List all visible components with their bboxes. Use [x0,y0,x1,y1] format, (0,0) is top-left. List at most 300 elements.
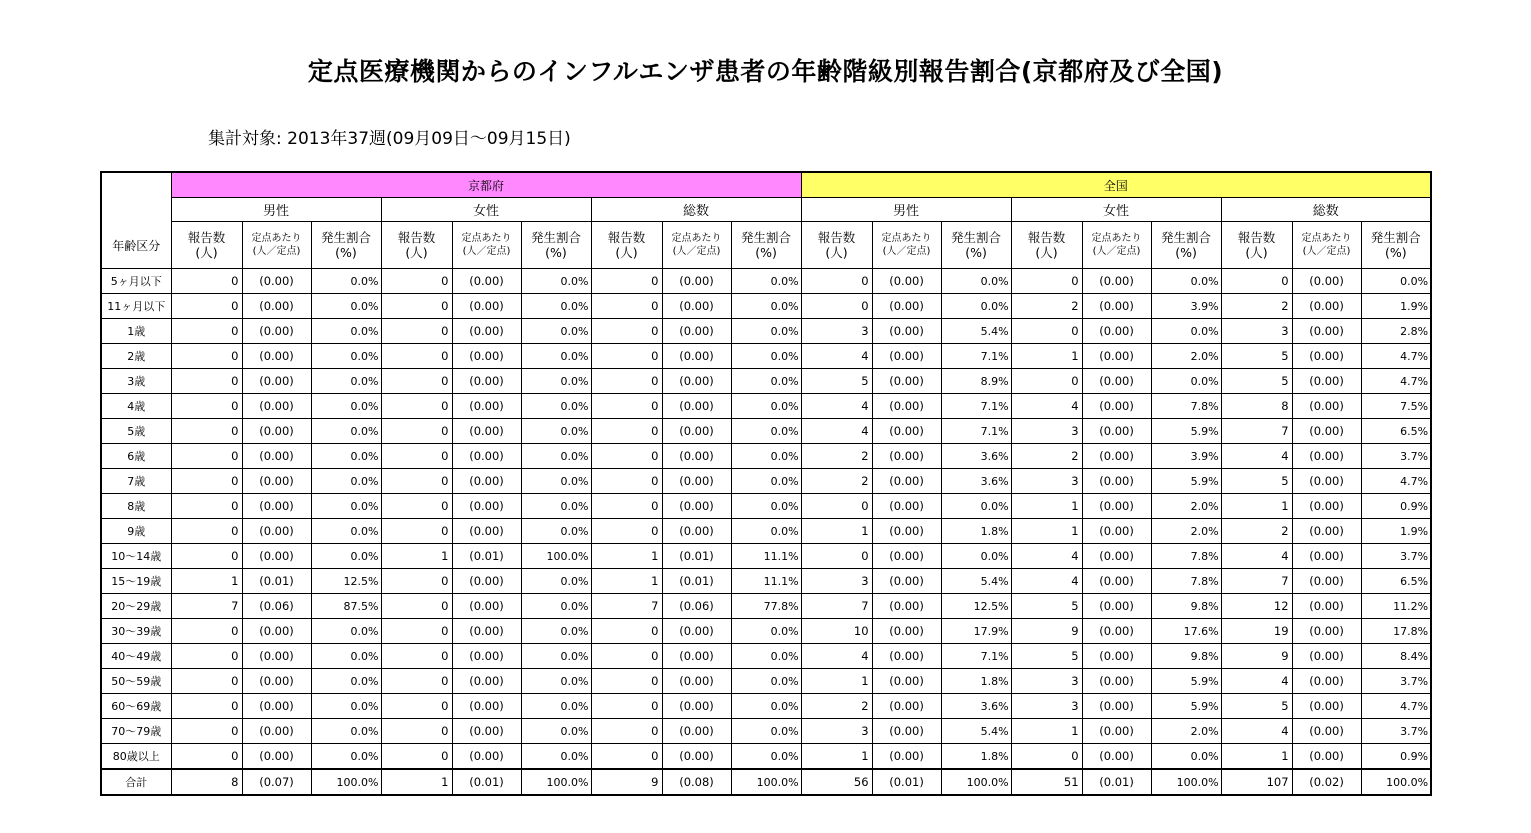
report-count-cell: 1 [1011,494,1082,519]
percentage-cell: 3.9% [1151,294,1221,319]
report-count-cell: 0 [1221,269,1292,294]
percentage-cell: 0.0% [521,744,591,770]
report-count-cell: 0 [381,594,452,619]
column-header-unit: (人／定点) [1302,246,1351,257]
column-header-line: 定点あたり [881,233,932,244]
column-header-count [591,222,662,269]
per-sentinel-cell: (0.00) [1082,519,1151,544]
column-header-unit: (%) [965,245,987,260]
percentage-cell: 0.0% [731,319,801,344]
report-count-cell: 7 [1221,569,1292,594]
age-group-cell: 40～49歳 [101,644,171,669]
per-sentinel-cell: (0.00) [872,269,941,294]
percentage-cell: 3.7% [1361,719,1431,744]
percentage-cell: 0.0% [521,269,591,294]
per-sentinel-cell: (0.00) [1292,269,1361,294]
per-sentinel-cell: (0.00) [452,744,521,770]
age-group-cell: 2歳 [101,344,171,369]
per-sentinel-cell: (0.00) [1082,419,1151,444]
per-sentinel-cell: (0.01) [452,769,521,795]
report-count-cell: 5 [1221,694,1292,719]
report-count-cell: 10 [801,619,872,644]
report-count-cell: 0 [591,269,662,294]
age-group-cell: 11ヶ月以下 [101,294,171,319]
column-header-count [1011,222,1082,269]
per-sentinel-cell: (0.00) [242,694,311,719]
report-count-cell: 0 [591,419,662,444]
per-sentinel-cell: (0.00) [242,744,311,770]
per-sentinel-cell: (0.00) [662,319,731,344]
per-sentinel-cell: (0.00) [872,494,941,519]
column-header-rate [1082,222,1151,269]
column-header-pct [521,222,591,269]
per-sentinel-cell: (0.00) [452,719,521,744]
per-sentinel-cell: (0.00) [1292,419,1361,444]
report-count-cell: 2 [801,694,872,719]
percentage-cell: 0.0% [731,269,801,294]
age-group-cell: 5ヶ月以下 [101,269,171,294]
column-header-rate [872,222,941,269]
age-group-cell: 20～29歳 [101,594,171,619]
report-count-cell: 0 [591,369,662,394]
report-count-cell: 2 [801,444,872,469]
report-count-cell: 0 [591,469,662,494]
percentage-cell: 0.0% [941,544,1011,569]
percentage-cell: 100.0% [521,544,591,569]
report-count-cell: 0 [591,494,662,519]
per-sentinel-cell: (0.00) [452,394,521,419]
percentage-cell: 4.7% [1361,344,1431,369]
age-group-header: 年齢区分 [101,172,171,269]
report-count-cell: 12 [1221,594,1292,619]
report-count-cell: 8 [1221,394,1292,419]
report-count-cell: 0 [591,444,662,469]
age-group-cell: 60～69歳 [101,694,171,719]
percentage-cell: 0.0% [311,694,381,719]
per-sentinel-cell: (0.00) [452,269,521,294]
per-sentinel-cell: (0.00) [872,669,941,694]
column-header-line: 報告数 [817,230,856,245]
percentage-cell: 1.9% [1361,294,1431,319]
percentage-cell: 7.1% [941,644,1011,669]
per-sentinel-cell: (0.00) [872,569,941,594]
percentage-cell: 12.5% [941,594,1011,619]
report-count-cell: 0 [171,544,242,569]
report-count-cell: 1 [381,544,452,569]
age-group-cell: 10～14歳 [101,544,171,569]
percentage-cell: 0.0% [731,694,801,719]
report-count-cell: 3 [1011,669,1082,694]
report-count-cell: 2 [1221,519,1292,544]
table-row [101,319,1431,344]
report-count-cell: 0 [381,394,452,419]
table-row [101,544,1431,569]
group-header: 総数 [591,198,801,222]
column-header-line: 定点あたり [1091,233,1142,244]
report-count-cell: 0 [591,744,662,770]
report-count-cell: 1 [171,569,242,594]
report-count-cell: 0 [381,519,452,544]
per-sentinel-cell: (0.00) [1292,744,1361,770]
percentage-cell: 12.5% [311,569,381,594]
age-group-cell: 15～19歳 [101,569,171,594]
per-sentinel-cell: (0.00) [242,494,311,519]
region-header-national: 全国 [801,172,1431,198]
report-count-cell: 0 [171,669,242,694]
report-period: 集計対象: 2013年37週(09月09日～09月15日) [208,129,571,149]
column-header-rate [242,222,311,269]
column-header-unit: (人) [195,245,218,260]
report-count-cell: 5 [1011,644,1082,669]
column-header-line: 発生割合 [951,230,1002,245]
report-count-cell: 0 [171,294,242,319]
per-sentinel-cell: (0.07) [242,769,311,795]
report-count-cell: 3 [1011,419,1082,444]
report-count-cell: 0 [1011,369,1082,394]
percentage-cell: 0.0% [521,519,591,544]
report-count-cell: 0 [591,619,662,644]
percentage-cell: 8.4% [1361,644,1431,669]
table-row [101,694,1431,719]
column-header-count [381,222,452,269]
percentage-cell: 0.0% [1151,319,1221,344]
report-count-cell: 0 [171,519,242,544]
per-sentinel-cell: (0.00) [242,369,311,394]
report-count-cell: 0 [381,669,452,694]
percentage-cell: 11.1% [731,569,801,594]
table-row [101,494,1431,519]
report-count-cell: 0 [381,719,452,744]
column-header-line: 定点あたり [671,233,722,244]
column-header-rate [1292,222,1361,269]
table-row [101,719,1431,744]
per-sentinel-cell: (0.00) [872,544,941,569]
per-sentinel-cell: (0.00) [872,644,941,669]
percentage-cell: 0.0% [521,294,591,319]
per-sentinel-cell: (0.00) [1292,319,1361,344]
per-sentinel-cell: (0.01) [242,569,311,594]
per-sentinel-cell: (0.00) [872,344,941,369]
column-header-line: 報告数 [607,230,646,245]
percentage-cell: 0.0% [941,269,1011,294]
per-sentinel-cell: (0.00) [1292,344,1361,369]
report-count-cell: 3 [801,719,872,744]
report-count-cell: 0 [171,269,242,294]
percentage-cell: 9.8% [1151,594,1221,619]
percentage-cell: 5.4% [941,719,1011,744]
percentage-cell: 100.0% [941,769,1011,795]
column-header-line: 発生割合 [320,230,371,245]
report-count-cell: 0 [171,394,242,419]
report-count-cell: 0 [381,619,452,644]
per-sentinel-cell: (0.00) [872,294,941,319]
per-sentinel-cell: (0.00) [1082,369,1151,394]
percentage-cell: 0.0% [311,444,381,469]
percentage-cell: 5.9% [1151,694,1221,719]
percentage-cell: 3.7% [1361,669,1431,694]
per-sentinel-cell: (0.06) [242,594,311,619]
report-count-cell: 3 [801,319,872,344]
percentage-cell: 0.0% [731,344,801,369]
percentage-cell: 6.5% [1361,569,1431,594]
report-count-cell: 0 [801,294,872,319]
per-sentinel-cell: (0.00) [662,694,731,719]
per-sentinel-cell: (0.00) [662,369,731,394]
column-header-unit: (人／定点) [462,246,511,257]
per-sentinel-cell: (0.00) [242,719,311,744]
table-row [101,269,1431,294]
per-sentinel-cell: (0.00) [872,719,941,744]
report-count-cell: 0 [591,694,662,719]
age-group-cell: 5歳 [101,419,171,444]
per-sentinel-cell: (0.01) [872,769,941,795]
report-count-cell: 4 [1011,394,1082,419]
report-count-cell: 0 [381,469,452,494]
per-sentinel-cell: (0.00) [662,269,731,294]
column-header-line: 定点あたり [461,233,512,244]
percentage-cell: 0.0% [311,494,381,519]
percentage-cell: 0.0% [731,419,801,444]
report-count-cell: 5 [1221,344,1292,369]
age-group-cell: 1歳 [101,319,171,344]
percentage-cell: 11.2% [1361,594,1431,619]
percentage-cell: 0.0% [521,619,591,644]
age-group-cell: 50～59歳 [101,669,171,694]
report-count-cell: 0 [591,719,662,744]
age-group-cell: 4歳 [101,394,171,419]
report-count-cell: 1 [1221,744,1292,770]
per-sentinel-cell: (0.00) [1082,569,1151,594]
table-row [101,594,1431,619]
column-header-unit: (人) [1245,245,1268,260]
report-count-cell: 4 [801,644,872,669]
per-sentinel-cell: (0.00) [662,294,731,319]
percentage-cell: 7.1% [941,419,1011,444]
percentage-cell: 100.0% [311,769,381,795]
percentage-cell: 0.0% [731,519,801,544]
report-count-cell: 0 [171,444,242,469]
percentage-cell: 0.0% [1361,269,1431,294]
age-group-cell: 6歳 [101,444,171,469]
table-row [101,744,1431,770]
per-sentinel-cell: (0.00) [242,294,311,319]
percentage-cell: 0.0% [311,669,381,694]
column-header-unit: (%) [1175,245,1197,260]
per-sentinel-cell: (0.00) [1292,694,1361,719]
report-count-cell: 0 [591,294,662,319]
percentage-cell: 100.0% [1151,769,1221,795]
per-sentinel-cell: (0.00) [872,469,941,494]
per-sentinel-cell: (0.00) [242,669,311,694]
percentage-cell: 0.0% [311,469,381,494]
report-count-cell: 0 [381,319,452,344]
per-sentinel-cell: (0.00) [1292,469,1361,494]
report-count-cell: 0 [801,269,872,294]
percentage-cell: 2.0% [1151,344,1221,369]
report-count-cell: 0 [381,494,452,519]
report-count-cell: 0 [171,369,242,394]
per-sentinel-cell: (0.00) [1292,669,1361,694]
report-count-cell: 0 [171,419,242,444]
report-count-cell: 0 [171,644,242,669]
page-title: 定点医療機関からのインフルエンザ患者の年齢階級別報告割合(京都府及び全国) [307,57,1224,86]
percentage-cell: 0.0% [521,569,591,594]
table-row [101,369,1431,394]
report-count-cell: 2 [801,469,872,494]
report-count-cell: 0 [591,319,662,344]
report-count-cell: 0 [591,669,662,694]
group-header: 女性 [1011,198,1221,222]
report-count-cell: 4 [1011,544,1082,569]
per-sentinel-cell: (0.00) [662,744,731,770]
per-sentinel-cell: (0.00) [662,444,731,469]
percentage-cell: 17.8% [1361,619,1431,644]
per-sentinel-cell: (0.00) [1082,719,1151,744]
percentage-cell: 0.0% [311,269,381,294]
report-count-cell: 1 [1011,519,1082,544]
percentage-cell: 1.8% [941,669,1011,694]
report-count-cell: 0 [801,494,872,519]
percentage-cell: 11.1% [731,544,801,569]
percentage-cell: 1.8% [941,519,1011,544]
per-sentinel-cell: (0.00) [662,669,731,694]
per-sentinel-cell: (0.00) [452,569,521,594]
table-row [101,519,1431,544]
percentage-cell: 0.0% [521,719,591,744]
report-count-cell: 0 [1011,319,1082,344]
percentage-cell: 0.0% [1151,269,1221,294]
age-group-cell: 30～39歳 [101,619,171,644]
column-header-line: 報告数 [1027,230,1066,245]
percentage-cell: 0.0% [311,544,381,569]
report-count-cell: 0 [1011,744,1082,770]
percentage-cell: 4.7% [1361,694,1431,719]
table-row [101,644,1431,669]
per-sentinel-cell: (0.00) [1082,394,1151,419]
percentage-cell: 3.6% [941,469,1011,494]
report-count-cell: 8 [171,769,242,795]
per-sentinel-cell: (0.00) [452,319,521,344]
report-count-cell: 0 [171,469,242,494]
percentage-cell: 0.0% [731,494,801,519]
per-sentinel-cell: (0.00) [242,269,311,294]
per-sentinel-cell: (0.00) [1082,544,1151,569]
percentage-cell: 0.0% [941,494,1011,519]
column-header-pct [1151,222,1221,269]
per-sentinel-cell: (0.00) [242,344,311,369]
column-header-count [1221,222,1292,269]
age-group-cell: 80歳以上 [101,744,171,770]
report-count-cell: 0 [171,619,242,644]
percentage-cell: 0.0% [731,444,801,469]
percentage-cell: 0.0% [731,744,801,770]
report-count-cell: 0 [171,344,242,369]
report-count-cell: 0 [801,544,872,569]
percentage-cell: 9.8% [1151,644,1221,669]
percentage-cell: 0.0% [521,319,591,344]
percentage-cell: 0.0% [311,719,381,744]
per-sentinel-cell: (0.00) [242,469,311,494]
percentage-cell: 0.0% [521,419,591,444]
column-header-unit: (人) [615,245,638,260]
percentage-cell: 0.0% [1151,744,1221,770]
report-count-cell: 0 [381,644,452,669]
percentage-cell: 100.0% [1361,769,1431,795]
percentage-cell: 0.0% [311,519,381,544]
percentage-cell: 3.6% [941,444,1011,469]
percentage-cell: 7.8% [1151,569,1221,594]
per-sentinel-cell: (0.00) [1292,544,1361,569]
percentage-cell: 0.0% [1151,369,1221,394]
table-row [101,294,1431,319]
per-sentinel-cell: (0.01) [1082,769,1151,795]
percentage-cell: 7.8% [1151,544,1221,569]
percentage-cell: 0.0% [521,469,591,494]
per-sentinel-cell: (0.00) [242,394,311,419]
column-header-unit: (%) [1384,245,1407,260]
column-header-pct [731,222,801,269]
percentage-cell: 2.0% [1151,494,1221,519]
per-sentinel-cell: (0.00) [1292,444,1361,469]
report-count-cell: 3 [1011,469,1082,494]
column-header-line: 定点あたり [1301,233,1352,244]
percentage-cell: 5.4% [941,319,1011,344]
report-count-cell: 9 [1221,644,1292,669]
column-header-unit: (人) [825,245,848,260]
column-header-pct [941,222,1011,269]
report-count-cell: 2 [1011,294,1082,319]
percentage-cell: 4.7% [1361,469,1431,494]
per-sentinel-cell: (0.00) [452,494,521,519]
per-sentinel-cell: (0.00) [662,494,731,519]
per-sentinel-cell: (0.00) [1082,294,1151,319]
per-sentinel-cell: (0.00) [452,444,521,469]
percentage-cell: 0.0% [521,494,591,519]
report-count-cell: 4 [1221,669,1292,694]
percentage-cell: 1.8% [941,744,1011,770]
percentage-cell: 0.0% [731,469,801,494]
percentage-cell: 5.9% [1151,419,1221,444]
percentage-cell: 1.9% [1361,519,1431,544]
per-sentinel-cell: (0.00) [662,344,731,369]
per-sentinel-cell: (0.00) [872,694,941,719]
percentage-cell: 7.8% [1151,394,1221,419]
percentage-cell: 0.0% [521,594,591,619]
percentage-cell: 3.9% [1151,444,1221,469]
per-sentinel-cell: (0.00) [1082,319,1151,344]
table-row [101,419,1431,444]
per-sentinel-cell: (0.00) [1082,444,1151,469]
column-header-line: 報告数 [397,230,436,245]
per-sentinel-cell: (0.01) [662,569,731,594]
percentage-cell: 3.7% [1361,444,1431,469]
age-group-cell: 合計 [101,769,171,795]
per-sentinel-cell: (0.00) [1292,569,1361,594]
per-sentinel-cell: (0.00) [1292,719,1361,744]
per-sentinel-cell: (0.00) [1082,594,1151,619]
percentage-cell: 0.0% [521,344,591,369]
report-count-cell: 4 [801,394,872,419]
report-count-cell: 7 [171,594,242,619]
report-count-cell: 9 [1011,619,1082,644]
per-sentinel-cell: (0.00) [1082,669,1151,694]
per-sentinel-cell: (0.00) [1292,369,1361,394]
percentage-cell: 6.5% [1361,419,1431,444]
report-count-cell: 5 [1011,594,1082,619]
per-sentinel-cell: (0.06) [662,594,731,619]
table-row [101,444,1431,469]
report-count-cell: 4 [1221,444,1292,469]
